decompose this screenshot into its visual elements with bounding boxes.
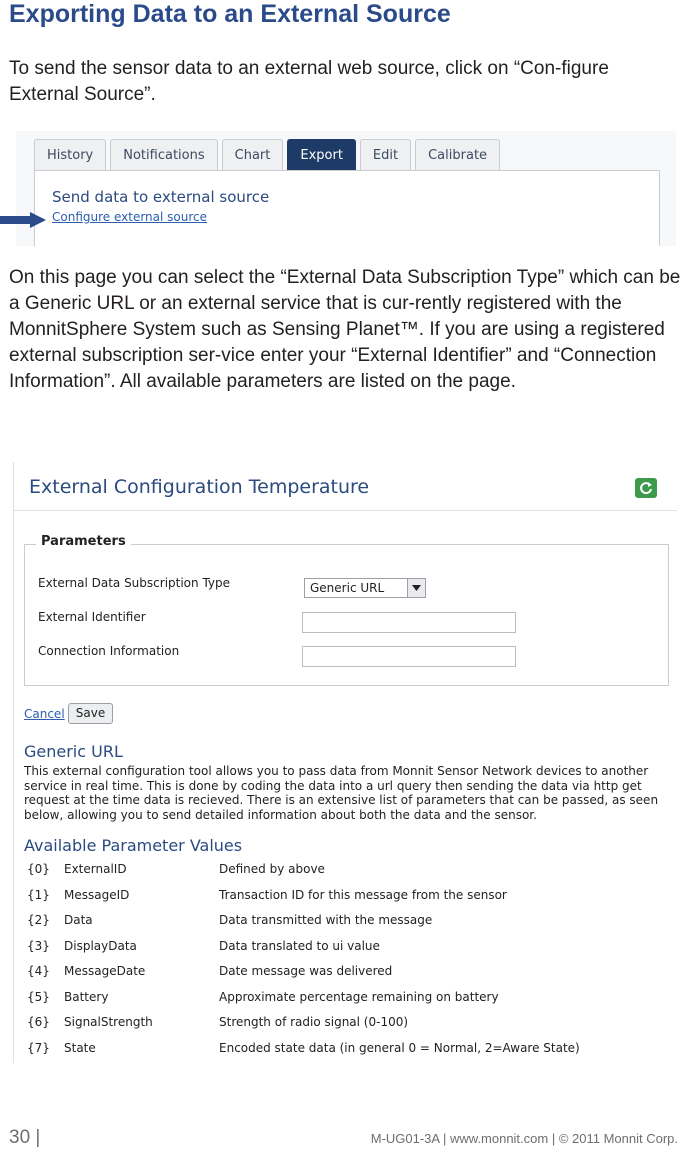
param-code: {3}: [27, 938, 50, 953]
title-divider: [14, 510, 677, 511]
param-code: {5}: [27, 989, 50, 1004]
table-row: [14, 1041, 677, 1059]
table-row: [14, 964, 677, 982]
param-code: {7}: [27, 1040, 50, 1055]
intro-paragraph: To send the sensor data to an external web source, click on “Con-figure External Source”.: [9, 58, 609, 105]
cancel-link[interactable]: Cancel: [24, 707, 65, 721]
param-code: {4}: [27, 964, 50, 978]
connection-information-input[interactable]: [302, 646, 516, 667]
tab-bar: [34, 139, 504, 170]
param-description: Data translated to ui value: [219, 938, 380, 953]
generic-url-description: This external configuration tool allows you to pass data from Monnit Sensor Network devices to another service in real time. This is done by coding the data into a url query then sending the data via http get request at the time data is recieved. There is an extensive list of parameters that can be passed, as seen below, allowing you to send detailed information about both the data and the sensor.: [24, 764, 659, 822]
config-screenshot: [13, 462, 677, 1063]
param-name: ExternalID: [64, 862, 127, 876]
param-name: DisplayData: [64, 938, 137, 953]
param-code: {1}: [27, 887, 50, 902]
param-name: State: [64, 1040, 96, 1055]
param-description: Approximate percentage remaining on battery: [219, 989, 499, 1004]
external-identifier-input[interactable]: [302, 612, 516, 633]
param-name: SignalStrength: [64, 1015, 153, 1029]
send-data-title: Send data to external source: [52, 188, 270, 206]
body-paragraph: On this page you can select the “External Data Subscription Type” which can be a Generic URL or an external service that is cur-rently registered with the MonnitSphere System such as Sensing Planet™. If you are using a registered external subscription ser-vice enter your “External Identifier” and “Connection Information”. All available parameters are listed on the page.: [9, 267, 681, 392]
tab-calibrate[interactable]: Calibrate: [415, 139, 500, 170]
external-identifier-label: External Identifier: [38, 610, 146, 624]
refresh-button[interactable]: [635, 478, 657, 498]
tabs-screenshot: [16, 131, 676, 246]
tab-history[interactable]: History: [34, 139, 106, 170]
tab-chart[interactable]: Chart: [222, 139, 284, 170]
tab-edit[interactable]: Edit: [360, 139, 411, 170]
page-number: 30 |: [9, 1127, 41, 1148]
available-parameters-title: Available Parameter Values: [24, 836, 243, 855]
chevron-down-icon: [407, 579, 425, 597]
table-row: [14, 862, 677, 880]
table-row: [14, 939, 677, 957]
footer-copyright: M-UG01-3A | www.monnit.com | © 2011 Monnit Corp.: [370, 1131, 678, 1146]
refresh-icon: [639, 481, 653, 495]
tab-notifications[interactable]: Notifications: [110, 139, 217, 170]
table-row: [14, 913, 677, 931]
subscription-type-label: External Data Subscription Type: [38, 576, 231, 590]
param-description: Data transmitted with the message: [219, 913, 433, 927]
param-description: Defined by above: [219, 862, 325, 876]
table-row: [14, 990, 677, 1008]
param-code: {0}: [27, 862, 50, 876]
configure-external-source-link[interactable]: Configure external source: [52, 210, 208, 224]
param-name: MessageDate: [64, 964, 146, 978]
param-description: Encoded state data (in general 0 = Normal, 2=Aware State): [219, 1040, 580, 1055]
param-description: Strength of radio signal (0-100): [219, 1015, 409, 1029]
arrow-right-icon: [0, 212, 46, 228]
table-row: [14, 1015, 677, 1033]
param-name: Data: [64, 913, 93, 927]
param-name: MessageID: [64, 887, 130, 902]
subscription-type-value: Generic URL: [310, 581, 385, 595]
generic-url-title: Generic URL: [24, 742, 123, 761]
page-heading: Exporting Data to an External Source: [9, 0, 451, 28]
param-code: {2}: [27, 913, 50, 927]
config-page-title: External Configuration Temperature: [29, 476, 370, 498]
save-button[interactable]: Save: [68, 703, 113, 724]
export-tab-panel: [34, 170, 660, 246]
parameters-legend: Parameters: [36, 534, 131, 549]
connection-information-label: Connection Information: [38, 644, 180, 658]
table-row: [14, 888, 677, 906]
subscription-type-select[interactable]: [304, 578, 426, 598]
param-code: {6}: [27, 1015, 50, 1029]
tab-export[interactable]: Export: [287, 139, 356, 170]
param-description: Transaction ID for this message from the sensor: [219, 887, 507, 902]
param-name: Battery: [64, 989, 109, 1004]
param-description: Date message was delivered: [219, 964, 393, 978]
